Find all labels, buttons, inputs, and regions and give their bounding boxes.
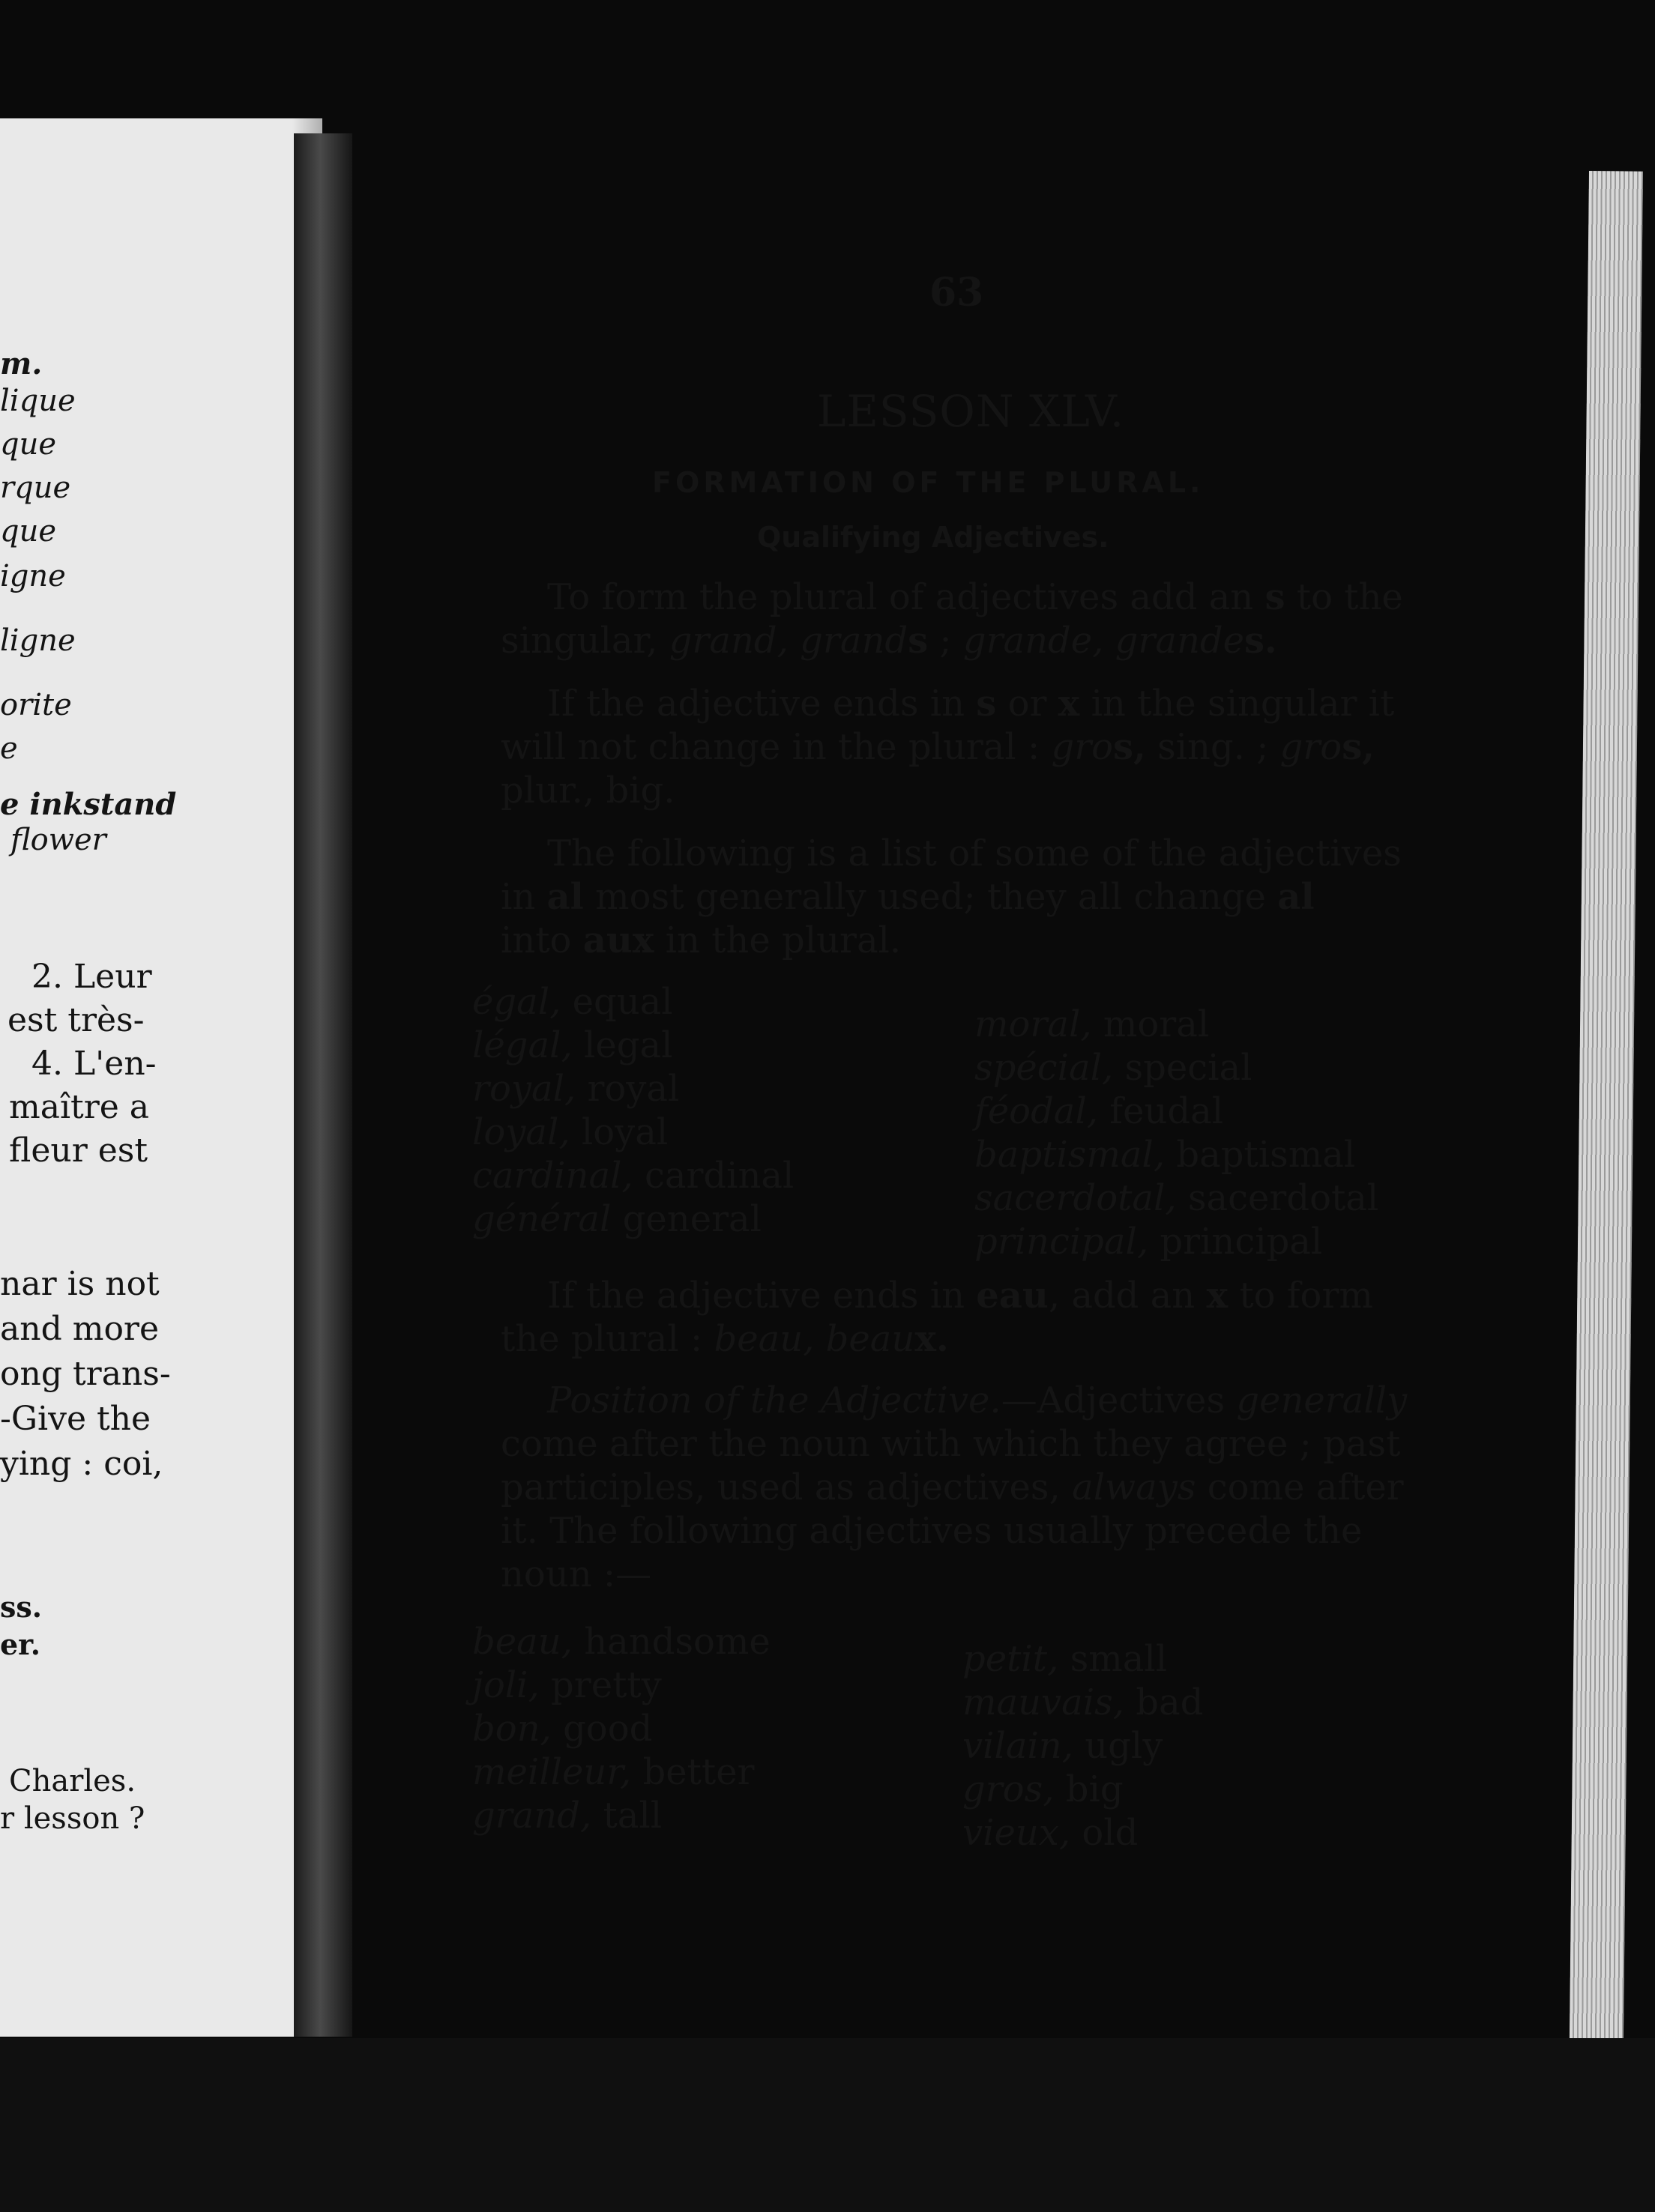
- list-item: mauvais, bad: [962, 1681, 1204, 1723]
- paragraph-al-rule: The following is a list of some of the adjectives in al most generally used; they all change al into aux in the plural.: [501, 832, 1402, 961]
- list-item: égal, equal: [472, 981, 673, 1023]
- left-line: maître a: [9, 1088, 149, 1126]
- left-line: ong trans-: [0, 1355, 171, 1393]
- left-line: nar is not: [0, 1265, 160, 1303]
- left-word: orite: [0, 688, 72, 722]
- left-line: fleur est: [9, 1131, 148, 1170]
- section-heading: Qualifying Adjectives.: [757, 521, 1109, 554]
- lesson-title: LESSON XLV.: [817, 386, 1125, 437]
- list-item: royal, royal: [472, 1068, 680, 1110]
- left-word: e inkstand: [0, 787, 177, 822]
- left-line: and more: [0, 1310, 160, 1348]
- list-item: petit, small: [962, 1638, 1168, 1680]
- list-item: cardinal, cardinal: [472, 1155, 795, 1197]
- left-line: 4. L'en-: [31, 1045, 157, 1083]
- paragraph-position: Position of the Adjective.—Adjectives generally come after the noun with which they agree ; past participles, used as adjectives, always come after it. The following adjectives usually precede the noun :—: [501, 1380, 1408, 1595]
- al-adjective-list-left: [472, 980, 794, 1241]
- list-item: beau, handsome: [472, 1621, 771, 1663]
- precede-adjective-list-left: [472, 1620, 771, 1837]
- book-gutter: [294, 133, 352, 2037]
- left-word: que: [0, 514, 57, 549]
- list-item: général general: [472, 1198, 762, 1240]
- list-item: meilleur, better: [472, 1751, 755, 1793]
- left-word: flower: [10, 823, 106, 857]
- paragraph-s-x-rule: If the adjective ends in s or x in the singular it will not change in the plural : gros, sing. ; gros, plur., big.: [501, 683, 1395, 812]
- list-item: féodal, feudal: [974, 1090, 1224, 1132]
- left-line: -Give the: [0, 1400, 151, 1438]
- lesson-subtitle: FORMATION OF THE PLURAL.: [652, 466, 1205, 499]
- list-item: sacerdotal, sacerdotal: [974, 1177, 1379, 1219]
- left-line: r lesson ?: [0, 1801, 145, 1836]
- left-word: que: [0, 427, 57, 462]
- al-adjective-list-right: [974, 1003, 1378, 1263]
- list-item: vieux, old: [962, 1812, 1139, 1854]
- list-item: gros, big: [962, 1768, 1124, 1810]
- left-line: Charles.: [9, 1764, 136, 1798]
- list-item: spécial, special: [974, 1047, 1252, 1089]
- list-item: baptismal, baptismal: [974, 1134, 1356, 1176]
- list-item: vilain, ugly: [962, 1725, 1163, 1767]
- list-item: légal, legal: [472, 1024, 673, 1066]
- list-item: moral, moral: [974, 1003, 1210, 1045]
- left-line: 2. Leur: [31, 958, 152, 996]
- left-word: m.: [0, 346, 43, 381]
- page-edges: [1569, 171, 1643, 2097]
- left-line: est très-: [7, 1001, 145, 1039]
- list-item: principal, principal: [974, 1221, 1323, 1263]
- list-item: loyal, loyal: [472, 1111, 669, 1153]
- background-bottom: [0, 2038, 1655, 2212]
- left-word: rque: [0, 471, 71, 505]
- list-item: bon, good: [472, 1708, 653, 1750]
- precede-adjective-list-right: [962, 1637, 1203, 1855]
- page-number: 63: [929, 270, 984, 315]
- left-word: igne: [0, 559, 66, 593]
- paragraph-eau-rule: If the adjective ends in eau, add an x to form the plural : beau, beaux.: [501, 1275, 1373, 1360]
- list-item: grand, tall: [472, 1795, 663, 1837]
- left-word: lique: [0, 384, 76, 418]
- left-word: ligne: [0, 623, 76, 658]
- paragraph-plural-rule: To form the plural of adjectives add an s to the singular, grand, grands ; grande, grandes.: [501, 576, 1403, 662]
- left-line: er.: [0, 1628, 40, 1661]
- list-item: joli, pretty: [472, 1664, 662, 1706]
- left-line: ying : coi,: [0, 1445, 163, 1483]
- left-line: ss.: [0, 1590, 43, 1624]
- left-word: e: [0, 731, 18, 766]
